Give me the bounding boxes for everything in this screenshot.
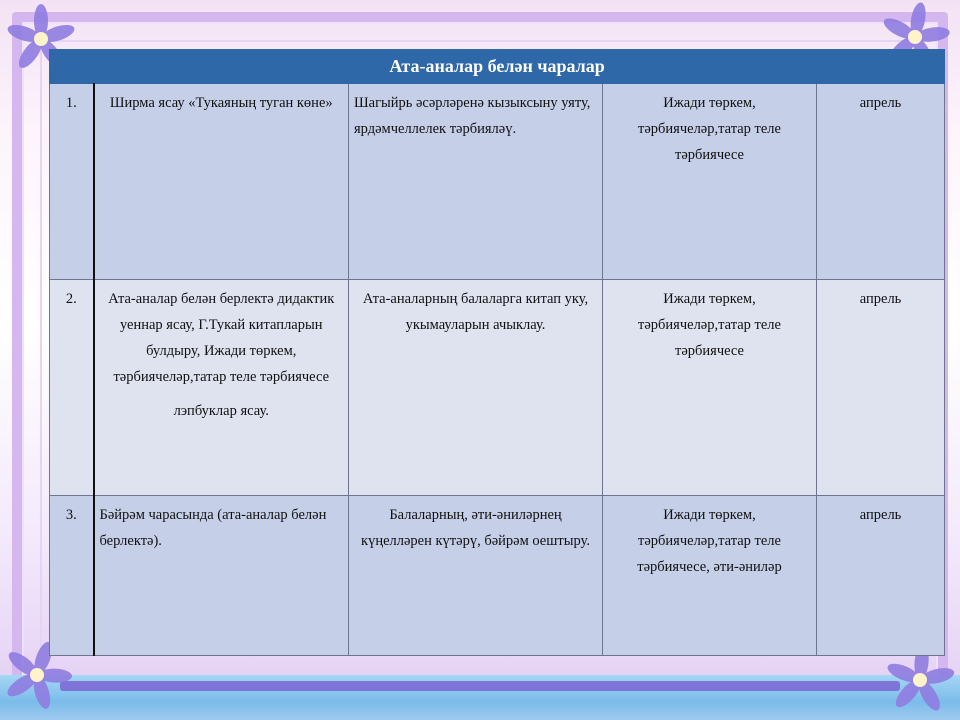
month-cell: апрель [817, 280, 945, 496]
row-number: 3. [50, 496, 94, 656]
responsible-cell: Ижади төркем, тәрбиячеләр,татар теле тәрбиячесе, әти-әниләр [603, 496, 817, 656]
event-cell [94, 280, 349, 496]
table-row [50, 280, 945, 496]
row-number: 1. [50, 84, 94, 280]
month-cell: апрель [817, 496, 945, 656]
event-cell: Ширма ясау «Тукаяның туган көне» [94, 84, 349, 280]
table-row [50, 496, 945, 656]
goal-cell: Ата-аналарның балаларга китап уку, укымауларын ачыклау. [349, 280, 603, 496]
table-title: Ата-аналар белән чаралар [50, 50, 945, 84]
event-extra-text: лэпбуклар ясау. [173, 403, 269, 419]
goal-cell: Балаларның, әти-әниләрнең күңелләрен күтәрү, бәйрәм оештыру. [349, 496, 603, 656]
event-cell: Бәйрәм чарасында (ата-аналар белән берлектә). [94, 496, 349, 656]
event-text: Ата-аналар белән берлектә дидактик уеннар ясау, Г.Тукай китапларын булдыру, Ижади төркем, тәрбиячеләр,татар теле тәрбиячесе [108, 291, 335, 385]
row-number: 2. [50, 280, 94, 496]
table-row [50, 84, 945, 280]
month-cell: апрель [817, 84, 945, 280]
goal-cell: Шагыйрь әсәрләренә кызыксыну уяту, ярдәмчеллелек тәрбияләү. [349, 84, 603, 280]
responsible-cell: Ижади төркем, тәрбиячеләр,татар теле тәрбиячесе [603, 280, 817, 496]
events-table [49, 49, 945, 656]
responsible-cell: Ижади төркем, тәрбиячеләр,татар теле тәрбиячесе [603, 84, 817, 280]
decorative-bottom-band [0, 675, 960, 720]
